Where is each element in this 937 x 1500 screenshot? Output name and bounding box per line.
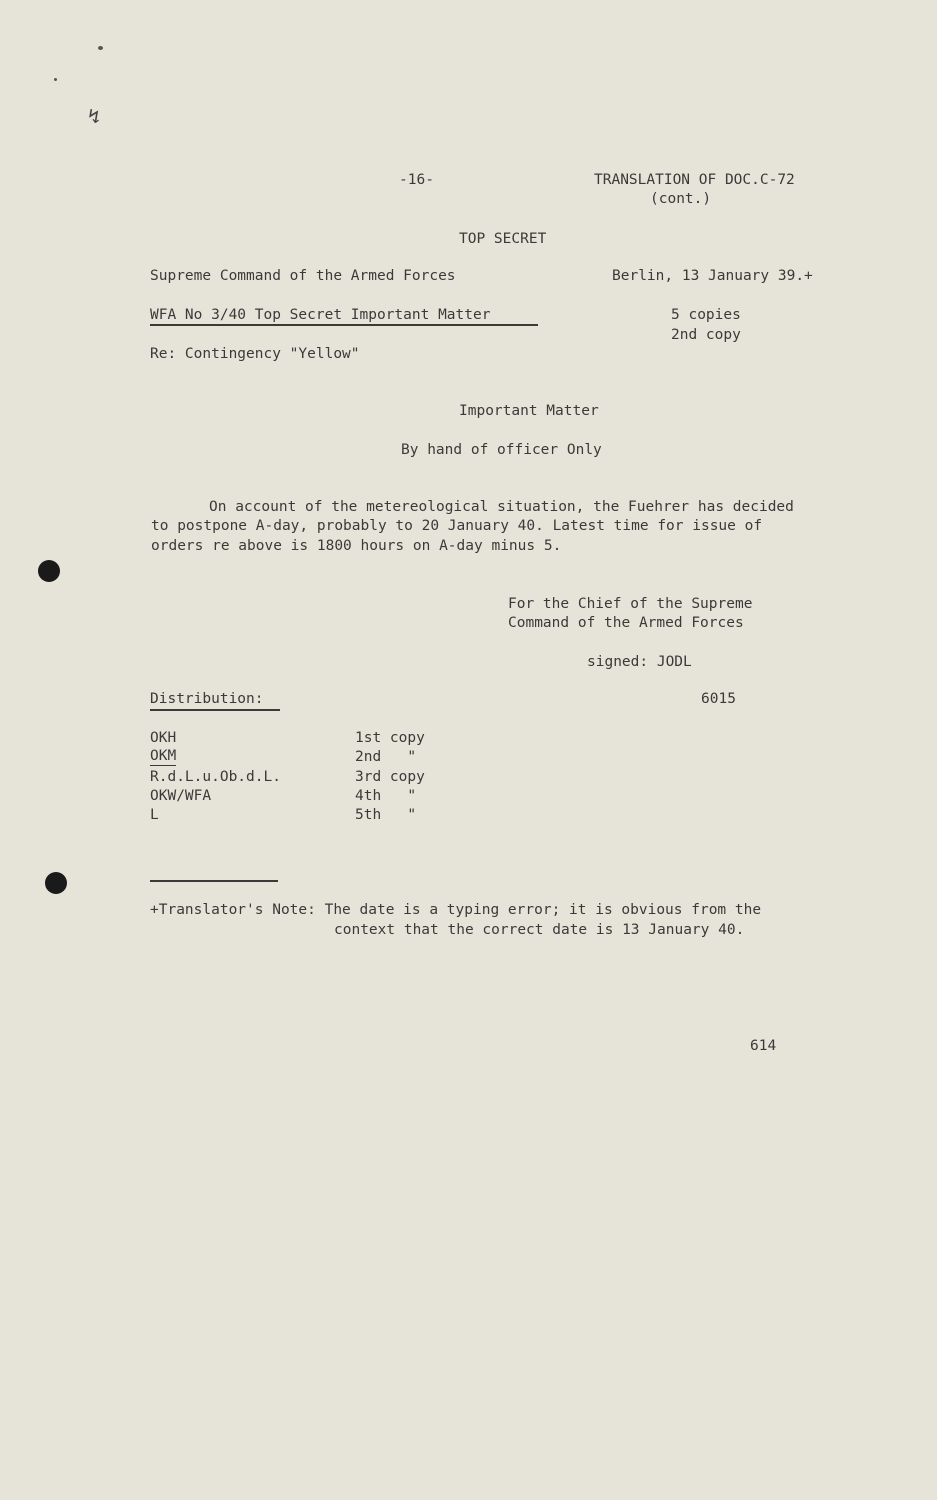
distribution-recipient: OKW/WFA	[150, 788, 212, 804]
distribution-copy: 5th "	[355, 807, 417, 823]
distribution-copy: 2nd "	[355, 749, 417, 765]
body-line: to postpone A-day, probably to 20 January 40. Latest time for issue of	[151, 518, 763, 534]
distribution-heading: Distribution:	[150, 691, 264, 707]
footnote-line: context that the correct date is 13 January 40.	[334, 922, 745, 938]
copy-number: 2nd copy	[671, 327, 741, 343]
marking: Important Matter	[459, 403, 599, 419]
handling-instruction: By hand of officer Only	[401, 442, 602, 458]
punch-hole-top	[38, 560, 60, 582]
archive-number: 614	[750, 1038, 777, 1054]
page-number: -16-	[399, 172, 434, 188]
punch-hole-bottom	[45, 872, 67, 894]
distribution-copy: 1st copy	[355, 730, 425, 746]
distribution-recipient: L	[150, 807, 159, 823]
distribution-copy: 3rd copy	[355, 769, 425, 785]
distribution-recipient: OKM	[150, 748, 177, 764]
origin-line: Supreme Command of the Armed Forces	[150, 268, 456, 284]
ink-speck	[54, 78, 57, 81]
subject-line: Re: Contingency "Yellow"	[150, 346, 360, 362]
distribution-copy: 4th "	[355, 788, 417, 804]
signature-line: Command of the Armed Forces	[508, 615, 744, 631]
footnote-separator	[150, 880, 278, 882]
signed-by: signed: JODL	[587, 654, 692, 670]
body-line: orders re above is 1800 hours on A-day minus 5.	[151, 538, 562, 554]
document-title-continued: (cont.)	[650, 191, 712, 207]
footnote-line: +Translator's Note: The date is a typing error; it is obvious from the	[150, 902, 762, 918]
copies-count: 5 copies	[671, 307, 741, 323]
place-date: Berlin, 13 January 39.+	[612, 268, 813, 284]
body-line: On account of the metereological situation, the Fuehrer has decided	[209, 499, 794, 515]
pencil-mark-icon: ↯	[88, 104, 101, 128]
distribution-recipient: R.d.L.u.Ob.d.L.	[150, 769, 281, 785]
signature-line: For the Chief of the Supreme	[508, 596, 753, 612]
distribution-recipient: OKH	[150, 730, 177, 746]
document-title: TRANSLATION OF DOC.C-72	[594, 172, 795, 188]
reference-line: WFA No 3/40 Top Secret Important Matter	[150, 307, 491, 323]
ink-speck	[98, 46, 103, 50]
reference-underline	[150, 324, 538, 326]
distribution-underline	[150, 709, 280, 711]
classification-heading: TOP SECRET	[459, 231, 547, 247]
stamp-number: 6015	[701, 691, 736, 707]
